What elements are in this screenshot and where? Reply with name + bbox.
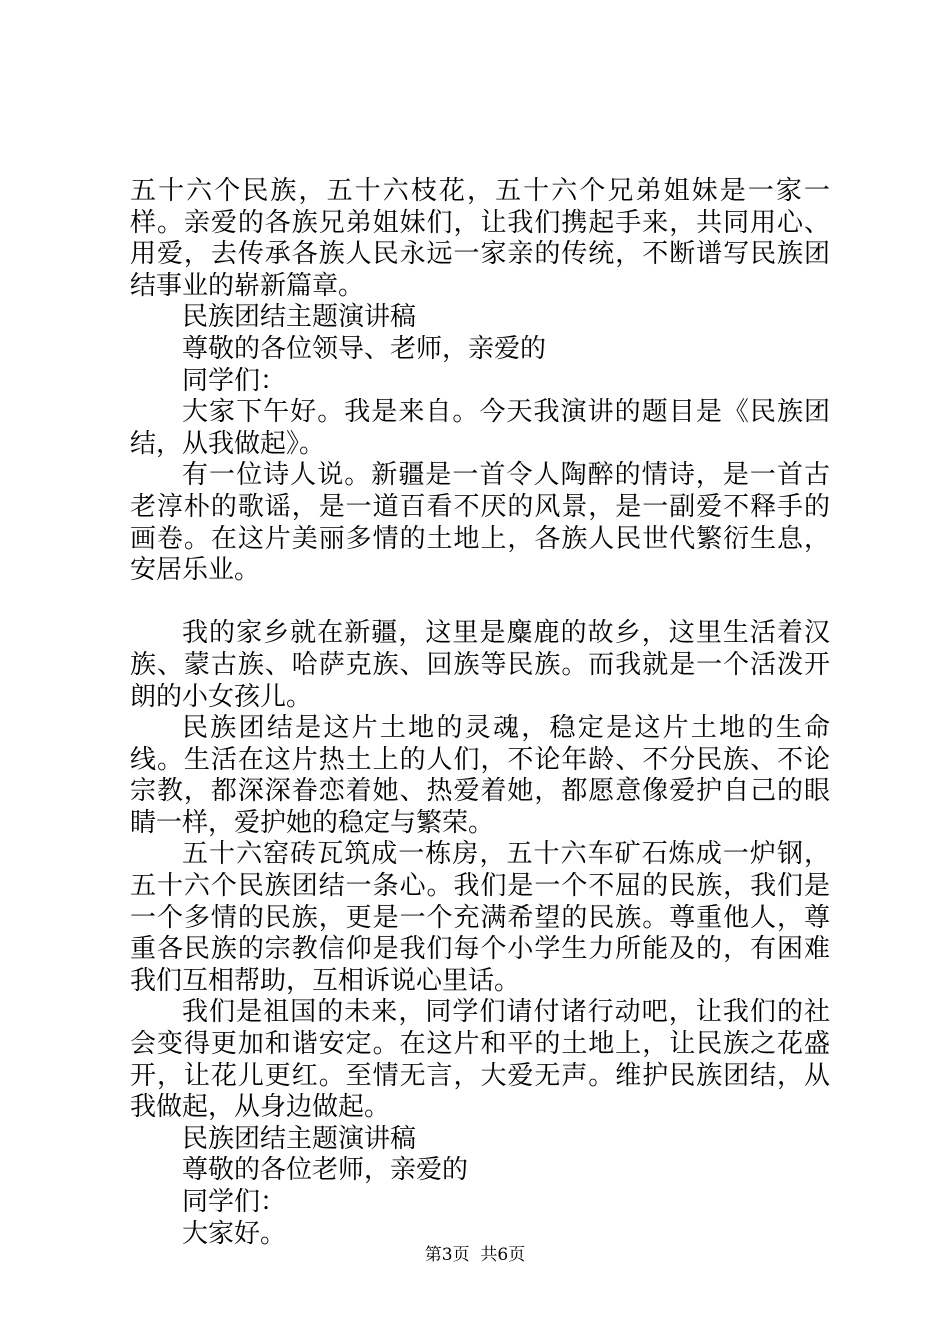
paragraph: 有一位诗人说。新疆是一首令人陶醉的情诗，是一首古老淳朴的歌谣，是一道百看不厌的风景，是一副爱不释手的画卷。在这片美丽多情的土地上，各族人民世代繁衍生息，安居乐业。 [130,460,830,586]
paragraph: 五十六窑砖瓦筑成一栋房，五十六车矿石炼成一炉钢，五十六个民族团结一条心。我们是一个不屈的民族，我们是一个多情的民族，更是一个充满希望的民族。尊重他人，尊重各民族的宗教信仰是我们每个小学生力所能及的，有困难我们互相帮助，互相诉说心里话。 [130,839,830,996]
salutation-line: 尊敬的各位老师，亲爱的 [182,1155,469,1186]
paragraph: 民族团结是这片土地的灵魂，稳定是这片土地的生命线。生活在这片热土上的人们，不论年龄、不分民族、不论宗教，都深深眷恋着她、热爱着她，都愿意像爱护自己的眼睛一样，爱护她的稳定与繁荣。 [130,713,830,838]
paragraph: 我的家乡就在新疆，这里是麋鹿的故乡，这里生活着汉族、蒙古族、哈萨克族、回族等民族。而我就是一个活泼开朗的小女孩儿。 [130,618,830,712]
document-body [130,176,830,1250]
paragraph-closing-previous: 五十六个民族，五十六枝花，五十六个兄弟姐妹是一家一样。亲爱的各族兄弟姐妹们，让我们携起手来，共同用心、用爱，去传承各族人民永远一家亲的传统，不断谱写民族团结事业的崭新篇章。 [130,176,830,301]
paragraph: 大家下午好。我是来自。今天我演讲的题目是《民族团结，从我做起》。 [130,397,830,459]
salutation-line: 同学们： [182,365,287,396]
page-footer [0,1244,950,1266]
speech-title: 民族团结主题演讲稿 [182,1123,417,1154]
greeting-line: 大家好。 [182,1218,287,1249]
salutation-line: 同学们： [182,1187,287,1217]
salutation-line: 尊敬的各位领导、老师，亲爱的 [182,333,547,364]
page-number-label: 第3页 共6页 [424,1245,526,1265]
paragraph: 我们是祖国的未来，同学们请付诸行动吧，让我们的社会变得更加和谐安定。在这片和平的土地上，让民族之花盛开，让花儿更红。至情无言，大爱无声。维护民族团结，从我做起，从身边做起。 [130,997,830,1123]
speech-title: 民族团结主题演讲稿 [182,302,417,333]
